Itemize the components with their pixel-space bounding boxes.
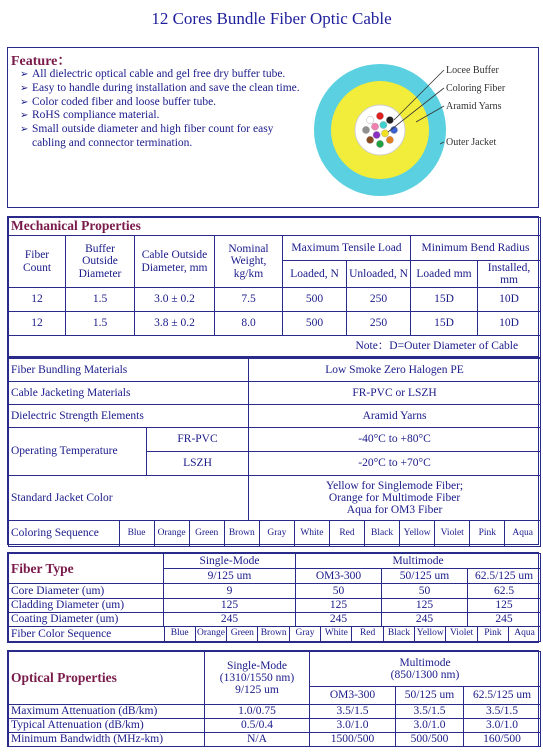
cell: 3.0/1.0 bbox=[396, 719, 464, 733]
color-cell: Yellow bbox=[415, 627, 446, 641]
cell: 245 bbox=[296, 612, 382, 626]
cell: 15D bbox=[411, 312, 478, 336]
fiber-dot bbox=[386, 117, 393, 124]
row-label: Cladding Diameter (um) bbox=[9, 598, 164, 612]
row-label: Minimum Bandwidth (MHz-km) bbox=[9, 733, 205, 747]
label-loose-buffer: Locee Buffer bbox=[446, 65, 499, 76]
cell: 3.5/1.5 bbox=[464, 705, 541, 719]
label-coloring-fiber: Coloring Fiber bbox=[446, 83, 506, 94]
color-cell: Red bbox=[352, 627, 383, 641]
temperature-lszh-label: LSZH bbox=[147, 452, 249, 476]
cell: 3.0 ± 0.2 bbox=[135, 288, 215, 312]
strength-label: Dielectric Strength Elements bbox=[9, 405, 249, 428]
cell: 62.5 bbox=[468, 584, 541, 598]
header-bend-installed: Installed, mm bbox=[478, 261, 541, 288]
cell: 3.8 ± 0.2 bbox=[135, 312, 215, 336]
header-single-mode: Single-Mode bbox=[164, 554, 296, 569]
cell: 125 bbox=[382, 598, 468, 612]
header-bend: Minimum Bend Radius bbox=[411, 236, 541, 261]
arrow-bullet-icon: ➢ bbox=[20, 82, 29, 94]
cell: 50 bbox=[296, 584, 382, 598]
fiber-dot bbox=[376, 112, 383, 119]
fiber-dot bbox=[367, 136, 374, 143]
temperature-frpvc-value: -40°C to +80°C bbox=[249, 428, 541, 452]
header-om3: OM3-300 bbox=[310, 687, 396, 705]
bundling-value: Low Smoke Zero Halogen PE bbox=[249, 359, 541, 382]
jacketing-label: Cable Jacketing Materials bbox=[9, 382, 249, 405]
fiber-type-table bbox=[7, 552, 539, 643]
row-label: Maximum Attenuation (dB/km) bbox=[9, 705, 205, 719]
fiber-dot bbox=[373, 131, 380, 138]
header-tensile: Maximum Tensile Load bbox=[283, 236, 411, 261]
cell: 3.5/1.5 bbox=[396, 705, 464, 719]
fiber-dot bbox=[376, 140, 383, 147]
coloring-sequence-row bbox=[9, 521, 540, 546]
fiber-dot bbox=[367, 117, 374, 124]
header-mm50: 50/125 um bbox=[396, 687, 464, 705]
page-title: 12 Cores Bundle Fiber Optic Cable bbox=[151, 9, 392, 28]
fiber-dot bbox=[362, 126, 369, 133]
temperature-frpvc-label: FR-PVC bbox=[147, 428, 249, 452]
fiber-dot bbox=[386, 136, 393, 143]
cell: 250 bbox=[347, 312, 411, 336]
color-cell: White bbox=[294, 521, 329, 546]
header-weight: Nominal Weight, kg/km bbox=[215, 236, 283, 288]
row-label: Typical Attenuation (dB/km) bbox=[9, 719, 205, 733]
table-row bbox=[9, 288, 541, 312]
mechanical-heading: Mechanical Properties bbox=[9, 218, 541, 236]
table-row bbox=[9, 584, 541, 598]
color-cell: Pink bbox=[470, 521, 505, 546]
cell: 125 bbox=[468, 598, 541, 612]
feature-item: ➢ Easy to handle during installation and save the clean time. bbox=[20, 81, 300, 94]
coloring-sequence-label: Coloring Sequence bbox=[9, 521, 119, 546]
mechanical-note: Note：D=Outer Diameter of Cable bbox=[9, 336, 541, 358]
header-mm625: 62.5/125 um bbox=[468, 569, 541, 584]
header-tensile-loaded: Loaded, N bbox=[283, 261, 347, 288]
cell: 245 bbox=[382, 612, 468, 626]
header-cable-od: Cable Outside Diameter, mm bbox=[135, 236, 215, 288]
header-fiber-count: Fiber Count bbox=[9, 236, 66, 288]
feature-heading: Feature： bbox=[11, 54, 72, 69]
cell: 9 bbox=[164, 584, 296, 598]
table-row bbox=[9, 705, 541, 719]
temperature-lszh-value: -20°C to +70°C bbox=[249, 452, 541, 476]
color-cell: Orange bbox=[154, 521, 189, 546]
cell: 12 bbox=[9, 288, 66, 312]
header-mm50: 50/125 um bbox=[382, 569, 468, 584]
feature-list bbox=[20, 68, 310, 151]
fiber-color-sequence-label: Fiber Color Sequence bbox=[11, 627, 112, 640]
color-cell: Aqua bbox=[509, 627, 540, 641]
color-cell: Black bbox=[365, 521, 400, 546]
label-aramid-yarns: Aramid Yarns bbox=[446, 101, 502, 112]
cell: 3.5/1.5 bbox=[310, 705, 396, 719]
table-row bbox=[9, 598, 541, 612]
feature-item: ➢ Color coded fiber and loose buffer tube. bbox=[20, 95, 217, 108]
jacket-color-label: Standard Jacket Color bbox=[9, 476, 249, 521]
color-cell: Brown bbox=[258, 627, 289, 641]
feature-panel bbox=[7, 47, 539, 208]
cell: 500 bbox=[283, 288, 347, 312]
cell: 245 bbox=[164, 612, 296, 626]
cell: 3.0/1.0 bbox=[310, 719, 396, 733]
cell: 1500/500 bbox=[310, 733, 396, 747]
strength-value: Aramid Yarns bbox=[249, 405, 541, 428]
materials-table bbox=[7, 357, 539, 545]
color-cell: Violet bbox=[435, 521, 470, 546]
row-label: Core Diameter (um) bbox=[9, 584, 164, 598]
cell: 10D bbox=[478, 312, 541, 336]
cell: 10D bbox=[478, 288, 541, 312]
mechanical-properties-table bbox=[7, 216, 539, 357]
table-row bbox=[9, 719, 541, 733]
header-multimode: Multimode bbox=[296, 554, 541, 569]
fiber-dot bbox=[371, 123, 378, 130]
row-label: Coating Diameter (um) bbox=[9, 612, 164, 626]
cell: 125 bbox=[164, 598, 296, 612]
fiber-type-heading: Fiber Type bbox=[9, 554, 164, 584]
bundling-label: Fiber Bundling Materials bbox=[9, 359, 249, 382]
cable-cross-section-diagram bbox=[308, 52, 543, 202]
color-cell: Brown bbox=[224, 521, 259, 546]
color-cell: Blue bbox=[164, 627, 195, 641]
cell: 15D bbox=[411, 288, 478, 312]
optical-properties-table bbox=[7, 650, 539, 747]
cell: 12 bbox=[9, 312, 66, 336]
header-multimode: Multimode (850/1300 nm) bbox=[310, 652, 541, 687]
color-cell: Gray bbox=[289, 627, 320, 641]
header-om3: OM3-300 bbox=[296, 569, 382, 584]
cell: 7.5 bbox=[215, 288, 283, 312]
cell: 500/500 bbox=[396, 733, 464, 747]
fiber-dot bbox=[381, 130, 388, 137]
arrow-bullet-icon: ➢ bbox=[20, 96, 29, 108]
color-cell: Violet bbox=[446, 627, 477, 641]
feature-item: ➢ Small outside diameter and high fiber count for easy cabling and connector termination. bbox=[20, 123, 274, 149]
header-bend-loaded: Loaded mm bbox=[411, 261, 478, 288]
table-row bbox=[9, 312, 541, 336]
color-cell: Green bbox=[227, 627, 258, 641]
cell: N/A bbox=[205, 733, 310, 747]
cell: 1.5 bbox=[66, 312, 135, 336]
cell: 1.5 bbox=[66, 288, 135, 312]
header-single-mode-size: 9/125 um bbox=[164, 569, 296, 584]
cell: 250 bbox=[347, 288, 411, 312]
fiber-dot bbox=[380, 121, 387, 128]
cell: 8.0 bbox=[215, 312, 283, 336]
feature-item: ➢ All dielectric optical cable and gel free dry buffer tube. bbox=[20, 68, 286, 80]
color-cell: Green bbox=[189, 521, 224, 546]
cell: 3.0/1.0 bbox=[464, 719, 541, 733]
color-cell: Yellow bbox=[400, 521, 435, 546]
cell: 500 bbox=[283, 312, 347, 336]
table-row bbox=[9, 612, 541, 626]
color-cell: White bbox=[321, 627, 352, 641]
header-tensile-unloaded: Unloaded, N bbox=[347, 261, 411, 288]
jacketing-value: FR-PVC or LSZH bbox=[249, 382, 541, 405]
fiber-color-sequence-row bbox=[9, 627, 540, 641]
color-cell: Gray bbox=[259, 521, 294, 546]
color-cell: Orange bbox=[195, 627, 226, 641]
temperature-label: Operating Temperature bbox=[9, 428, 147, 476]
cell: 50 bbox=[382, 584, 468, 598]
header-mm625: 62.5/125 um bbox=[464, 687, 541, 705]
cell: 0.5/0.4 bbox=[205, 719, 310, 733]
cell: 125 bbox=[296, 598, 382, 612]
color-cell: Red bbox=[329, 521, 364, 546]
arrow-bullet-icon: ➢ bbox=[20, 110, 29, 122]
cell: 245 bbox=[468, 612, 541, 626]
arrow-bullet-icon: ➢ bbox=[20, 69, 29, 80]
color-cell: Aqua bbox=[505, 521, 540, 546]
optical-heading: Optical Properties bbox=[9, 652, 205, 705]
cell: 160/500 bbox=[464, 733, 541, 747]
cell: 1.0/0.75 bbox=[205, 705, 310, 719]
header-buffer-od: Buffer Outside Diameter bbox=[66, 236, 135, 288]
header-single-mode: Single-Mode (1310/1550 nm) 9/125 um bbox=[205, 652, 310, 705]
color-cell: Black bbox=[383, 627, 414, 641]
color-cell: Pink bbox=[477, 627, 508, 641]
feature-item: ➢ RoHS compliance material. bbox=[20, 109, 160, 122]
arrow-bullet-icon: ➢ bbox=[20, 124, 29, 136]
jacket-color-value: Yellow for Singlemode Fiber; Orange for Multimode Fiber Aqua for OM3 Fiber bbox=[249, 476, 541, 521]
color-cell: Blue bbox=[119, 521, 154, 546]
table-row bbox=[9, 733, 541, 747]
label-outer-jacket: Outer Jacket bbox=[446, 137, 497, 148]
